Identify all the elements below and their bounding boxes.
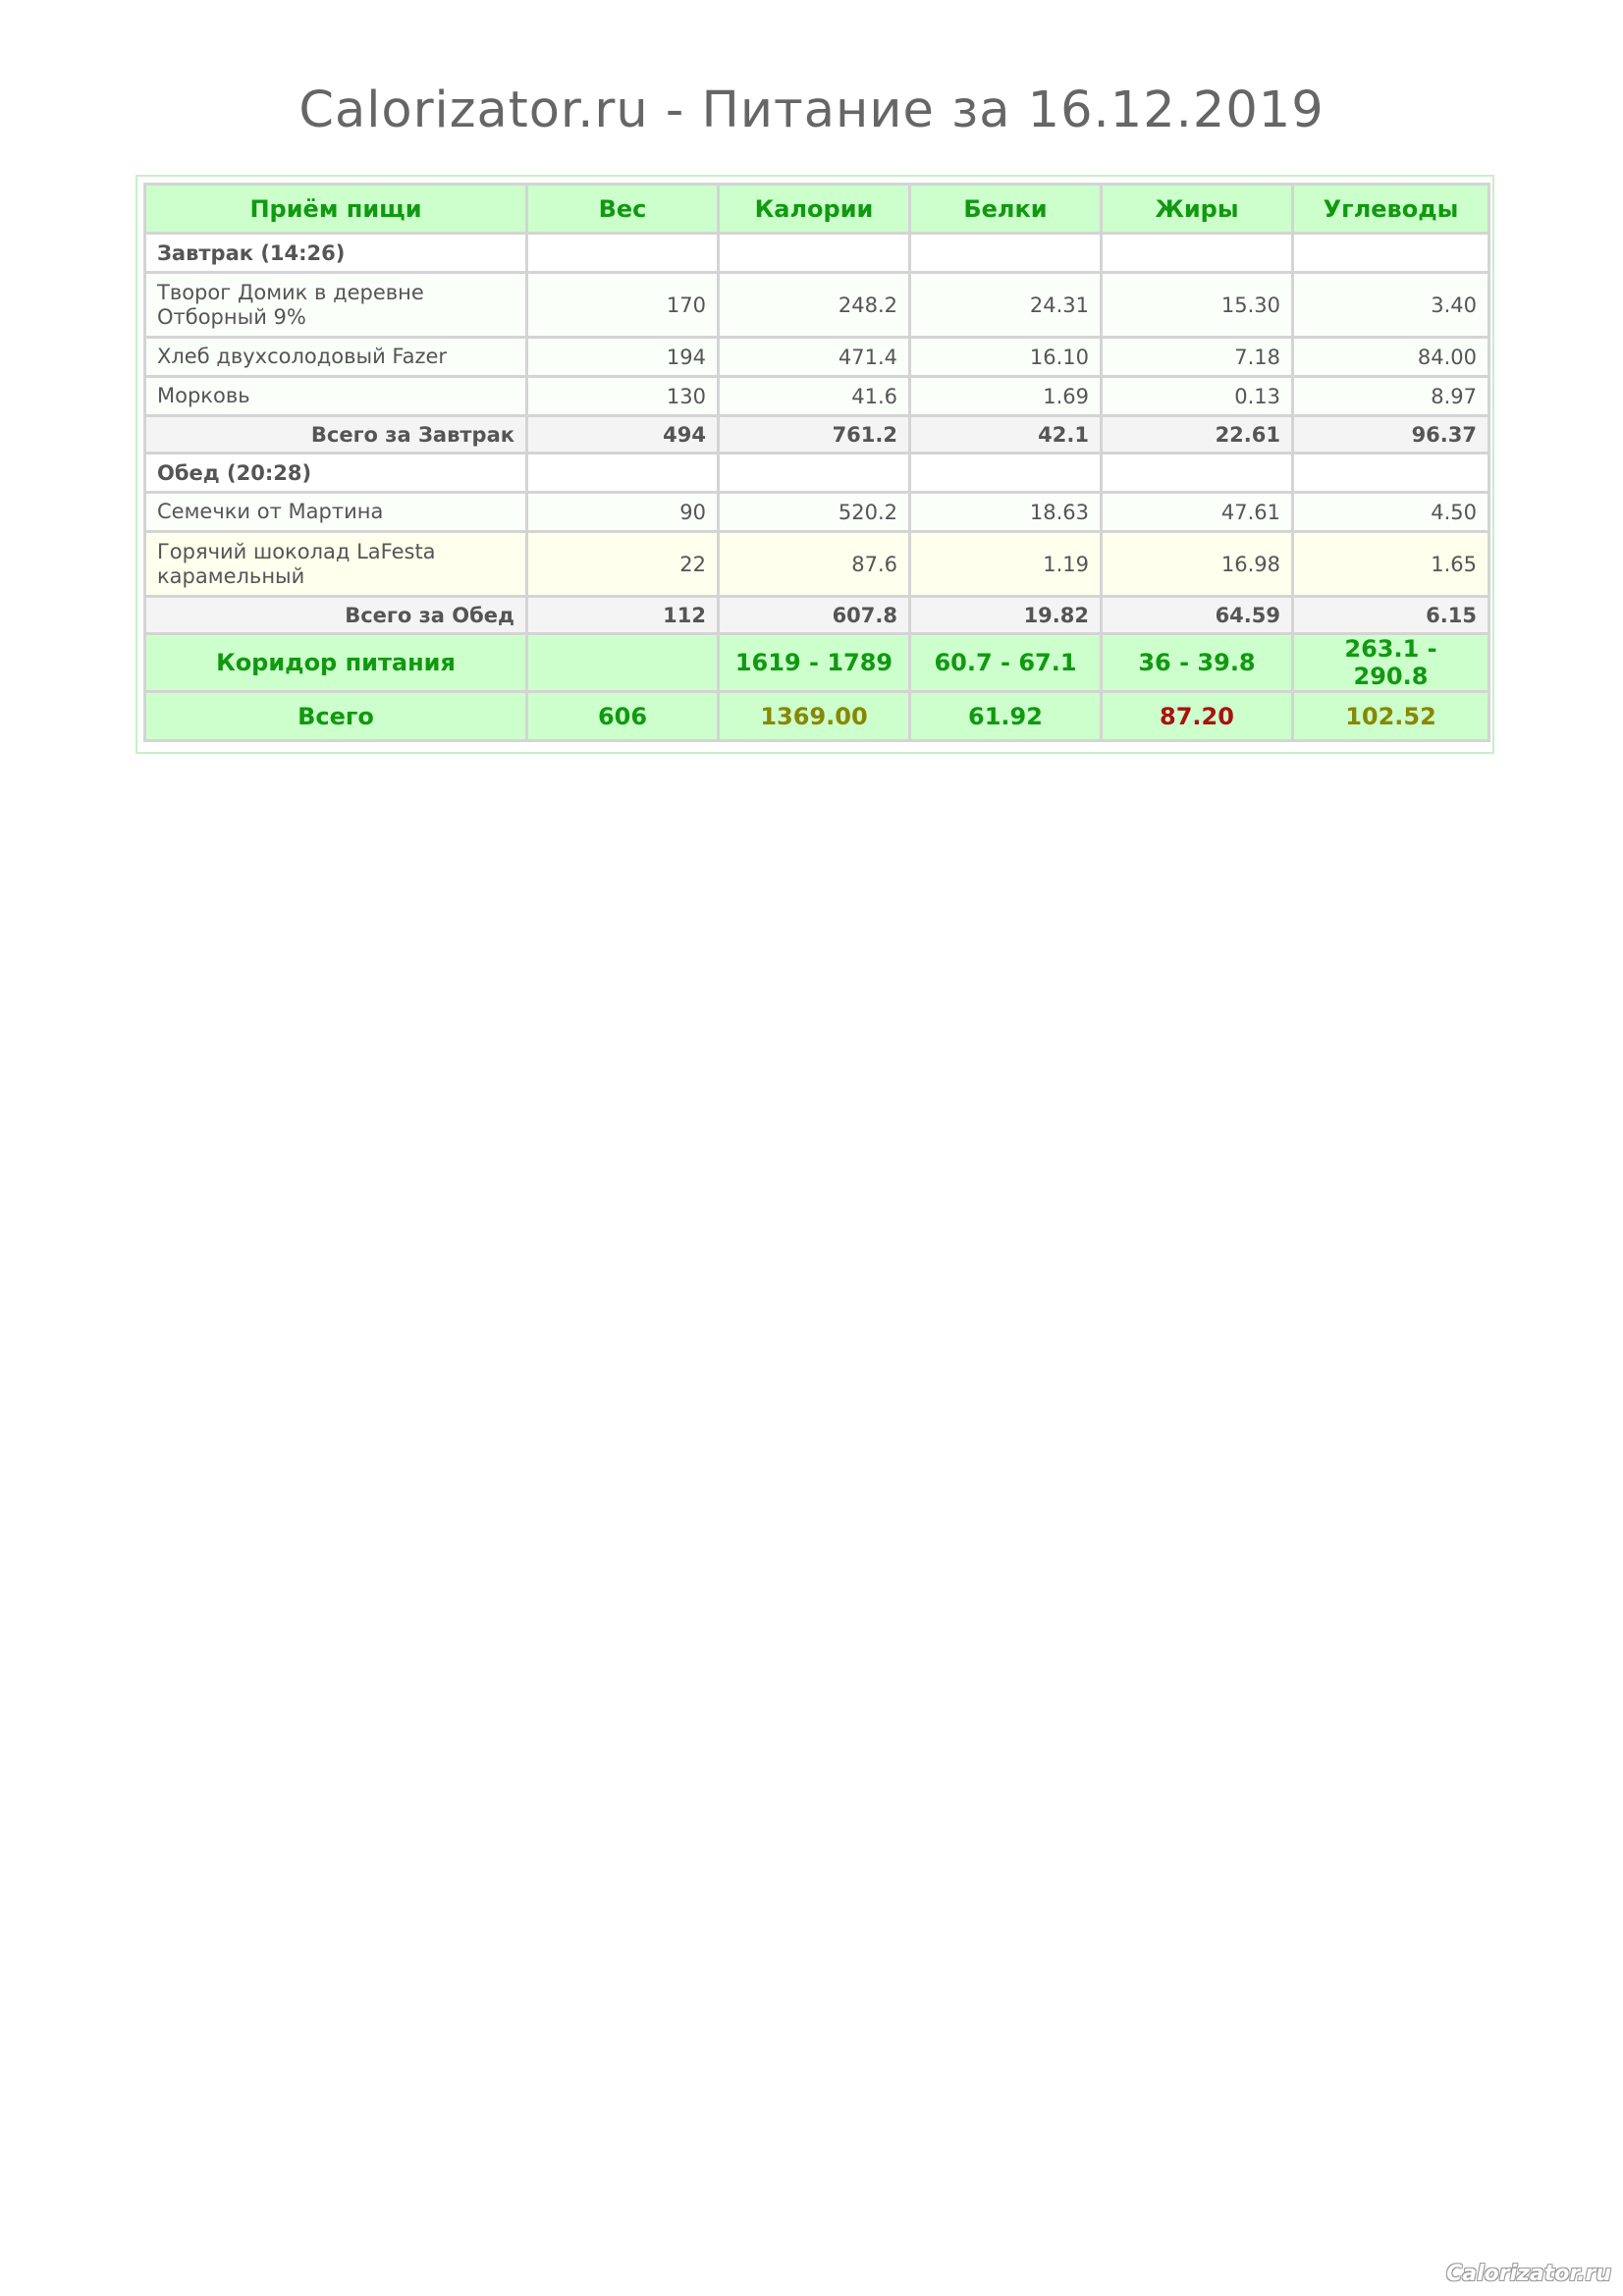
header-fat: Жиры xyxy=(1102,185,1293,234)
food-calories: 87.6 xyxy=(719,532,910,597)
food-weight: 170 xyxy=(527,273,719,338)
food-name: Хлеб двухсолодовый Fazer xyxy=(145,338,527,377)
food-calories: 248.2 xyxy=(719,273,910,338)
watermark-logo: Calorizator.ru xyxy=(1446,2262,1611,2286)
table-row xyxy=(145,273,1489,338)
food-calories: 520.2 xyxy=(719,493,910,532)
corridor-fat: 36 - 39.8 xyxy=(1102,634,1293,692)
table-header-row xyxy=(145,185,1489,234)
food-carbs: 84.00 xyxy=(1293,338,1489,377)
corridor-carbs: 263.1 - 290.8 xyxy=(1293,634,1489,692)
total-protein: 61.92 xyxy=(910,692,1102,741)
food-protein: 1.69 xyxy=(910,377,1102,416)
corridor-calories: 1619 - 1789 xyxy=(719,634,910,692)
header-weight: Вес xyxy=(527,185,719,234)
food-fat: 7.18 xyxy=(1102,338,1293,377)
total-weight: 606 xyxy=(527,692,719,741)
food-fat: 15.30 xyxy=(1102,273,1293,338)
total-carbs: 102.52 xyxy=(1293,692,1489,741)
food-weight: 90 xyxy=(527,493,719,532)
subtotal-weight: 112 xyxy=(527,597,719,634)
total-calories: 1369.00 xyxy=(719,692,910,741)
meal-title: Завтрак (14:26) xyxy=(145,234,527,273)
subtotal-protein: 42.1 xyxy=(910,416,1102,454)
food-name: Творог Домик в деревне Отборный 9% xyxy=(145,273,527,338)
food-protein: 18.63 xyxy=(910,493,1102,532)
food-protein: 24.31 xyxy=(910,273,1102,338)
food-carbs: 1.65 xyxy=(1293,532,1489,597)
corridor-weight xyxy=(527,634,719,692)
food-fat: 0.13 xyxy=(1102,377,1293,416)
table-row xyxy=(145,532,1489,597)
food-protein: 1.19 xyxy=(910,532,1102,597)
meal-title-row xyxy=(145,234,1489,273)
food-fat: 16.98 xyxy=(1102,532,1293,597)
food-protein: 16.10 xyxy=(910,338,1102,377)
food-name: Семечки от Мартина xyxy=(145,493,527,532)
food-fat: 47.61 xyxy=(1102,493,1293,532)
page-title: Calorizator.ru - Питание за 16.12.2019 xyxy=(298,81,1325,139)
food-carbs: 4.50 xyxy=(1293,493,1489,532)
food-weight: 130 xyxy=(527,377,719,416)
meal-title-row xyxy=(145,454,1489,493)
corridor-label: Коридор питания xyxy=(145,634,527,692)
table-row xyxy=(145,377,1489,416)
header-meal: Приём пищи xyxy=(145,185,527,234)
subtotal-row xyxy=(145,597,1489,634)
food-name: Морковь xyxy=(145,377,527,416)
total-fat: 87.20 xyxy=(1102,692,1293,741)
corridor-row xyxy=(145,634,1489,692)
header-calories: Калории xyxy=(719,185,910,234)
subtotal-fat: 64.59 xyxy=(1102,597,1293,634)
subtotal-protein: 19.82 xyxy=(910,597,1102,634)
subtotal-calories: 761.2 xyxy=(719,416,910,454)
subtotal-fat: 22.61 xyxy=(1102,416,1293,454)
subtotal-row xyxy=(145,416,1489,454)
food-calories: 41.6 xyxy=(719,377,910,416)
subtotal-carbs: 96.37 xyxy=(1293,416,1489,454)
table-row xyxy=(145,493,1489,532)
food-carbs: 8.97 xyxy=(1293,377,1489,416)
header-carbs: Углеводы xyxy=(1293,185,1489,234)
header-protein: Белки xyxy=(910,185,1102,234)
food-weight: 194 xyxy=(527,338,719,377)
total-label: Всего xyxy=(145,692,527,741)
food-weight: 22 xyxy=(527,532,719,597)
subtotal-calories: 607.8 xyxy=(719,597,910,634)
table-row xyxy=(145,338,1489,377)
corridor-protein: 60.7 - 67.1 xyxy=(910,634,1102,692)
total-row xyxy=(145,692,1489,741)
subtotal-carbs: 6.15 xyxy=(1293,597,1489,634)
food-carbs: 3.40 xyxy=(1293,273,1489,338)
food-calories: 471.4 xyxy=(719,338,910,377)
nutrition-table xyxy=(143,183,1490,742)
subtotal-label: Всего за Обед xyxy=(145,597,527,634)
food-name: Горячий шоколад LaFesta карамельный xyxy=(145,532,527,597)
subtotal-label: Всего за Завтрак xyxy=(145,416,527,454)
meal-title: Обед (20:28) xyxy=(145,454,527,493)
subtotal-weight: 494 xyxy=(527,416,719,454)
